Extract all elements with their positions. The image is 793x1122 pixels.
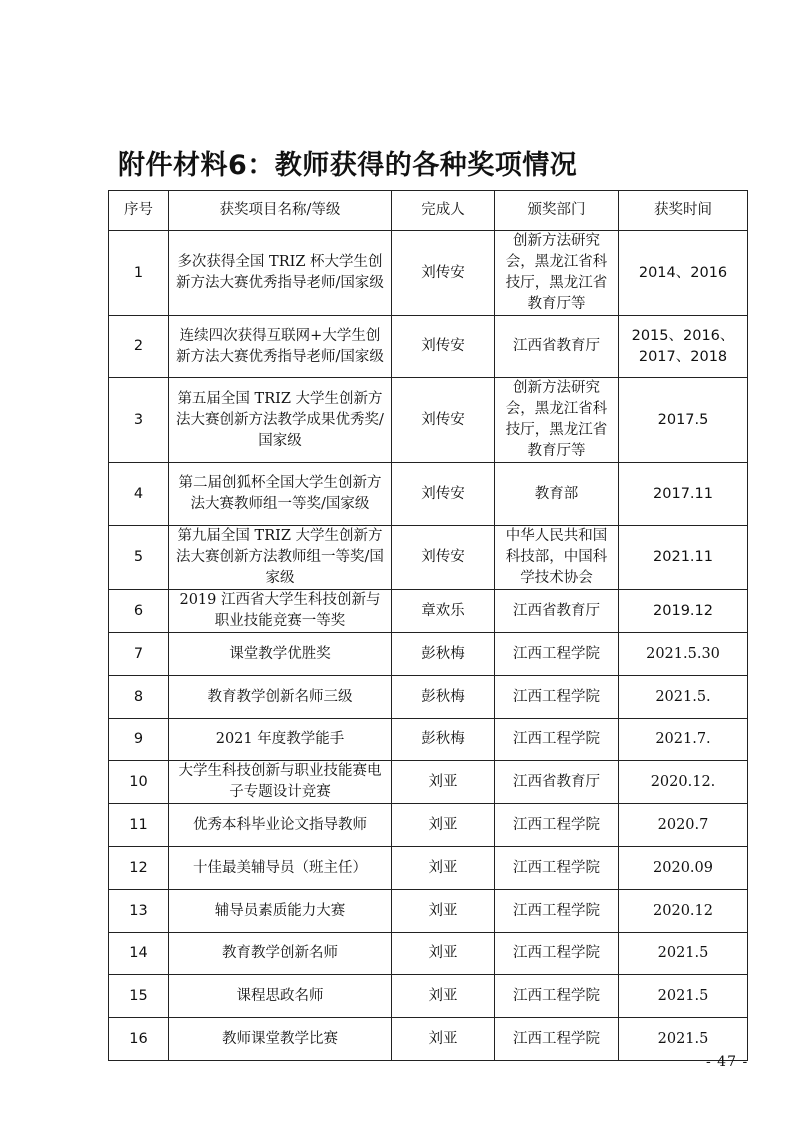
row-award-name: 教师课堂教学比赛 [169,1018,392,1061]
table-row [109,804,748,847]
row-issuing-department: 江西工程学院 [495,890,619,933]
row-award-date: 2017.11 [619,463,748,526]
row-issuing-department: 江西省教育厅 [495,761,619,804]
row-award-date: 2021.5 [619,933,748,975]
row-award-date: 2020.12. [619,761,748,804]
row-award-date: 2020.7 [619,804,748,847]
row-seq: 9 [109,719,169,761]
row-issuing-department: 教育部 [495,463,619,526]
table-row [109,633,748,676]
table-row [109,975,748,1018]
row-award-date: 2021.7. [619,719,748,761]
row-seq: 1 [109,231,169,316]
row-award-date: 2021.5. [619,676,748,719]
row-winner: 刘传安 [392,231,495,316]
header-award-name: 获奖项目名称/等级 [169,191,392,231]
row-award-date: 2020.09 [619,847,748,890]
row-issuing-department: 江西工程学院 [495,975,619,1018]
row-issuing-department: 中华人民共和国科技部，中国科学技术协会 [495,526,619,590]
row-issuing-department: 江西工程学院 [495,847,619,890]
row-issuing-department: 江西工程学院 [495,933,619,975]
row-issuing-department: 江西工程学院 [495,804,619,847]
table-row [109,761,748,804]
row-winner: 刘亚 [392,975,495,1018]
row-award-name: 第九届全国 TRIZ 大学生创新方法大赛创新方法教师组一等奖/国家级 [169,526,392,590]
table-row [109,231,748,316]
row-winner: 彭秋梅 [392,676,495,719]
row-seq: 4 [109,463,169,526]
table-header-row [109,191,748,231]
row-winner: 刘亚 [392,933,495,975]
header-issuing-department: 颁奖部门 [495,191,619,231]
table-row [109,378,748,463]
table-row [109,463,748,526]
row-winner: 彭秋梅 [392,719,495,761]
table-row [109,316,748,378]
row-award-name: 教育教学创新名师三级 [169,676,392,719]
row-issuing-department: 创新方法研究会，黑龙江省科技厅，黑龙江省教育厅等 [495,378,619,463]
row-seq: 2 [109,316,169,378]
row-award-date: 2021.5 [619,975,748,1018]
page-title: 附件材料6：教师获得的各种奖项情况 [118,150,578,181]
row-winner: 刘传安 [392,463,495,526]
table-row [109,590,748,633]
row-winner: 刘亚 [392,761,495,804]
table-row [109,719,748,761]
table-row [109,890,748,933]
page-number: - 47 - [706,1054,749,1070]
row-winner: 刘传安 [392,378,495,463]
row-winner: 刘亚 [392,1018,495,1061]
row-seq: 5 [109,526,169,590]
row-award-name: 大学生科技创新与职业技能赛电子专题设计竞赛 [169,761,392,804]
row-seq: 6 [109,590,169,633]
row-issuing-department: 江西工程学院 [495,1018,619,1061]
row-seq: 12 [109,847,169,890]
row-award-name: 优秀本科毕业论文指导教师 [169,804,392,847]
row-award-date: 2021.5.30 [619,633,748,676]
table-row [109,676,748,719]
row-award-name: 辅导员素质能力大赛 [169,890,392,933]
row-winner: 刘亚 [392,847,495,890]
row-winner: 刘亚 [392,890,495,933]
row-award-date: 2019.12 [619,590,748,633]
row-award-date: 2021.11 [619,526,748,590]
row-seq: 10 [109,761,169,804]
row-seq: 13 [109,890,169,933]
row-issuing-department: 江西省教育厅 [495,590,619,633]
row-seq: 7 [109,633,169,676]
row-winner: 刘传安 [392,526,495,590]
row-award-name: 教育教学创新名师 [169,933,392,975]
row-winner: 章欢乐 [392,590,495,633]
row-seq: 8 [109,676,169,719]
row-award-date: 2015、2016、2017、2018 [619,316,748,378]
row-award-name: 第五届全国 TRIZ 大学生创新方法大赛创新方法教学成果优秀奖/国家级 [169,378,392,463]
row-winner: 彭秋梅 [392,633,495,676]
row-issuing-department: 创新方法研究会，黑龙江省科技厅，黑龙江省教育厅等 [495,231,619,316]
row-award-date: 2014、2016 [619,231,748,316]
header-seq: 序号 [109,191,169,231]
row-award-name: 连续四次获得互联网+大学生创新方法大赛优秀指导老师/国家级 [169,316,392,378]
row-award-name: 第二届创狐杯全国大学生创新方法大赛教师组一等奖/国家级 [169,463,392,526]
row-issuing-department: 江西工程学院 [495,633,619,676]
row-winner: 刘亚 [392,804,495,847]
row-seq: 14 [109,933,169,975]
row-seq: 15 [109,975,169,1018]
row-award-name: 2021 年度教学能手 [169,719,392,761]
table-row [109,933,748,975]
row-award-name: 多次获得全国 TRIZ 杯大学生创新方法大赛优秀指导老师/国家级 [169,231,392,316]
row-award-name: 十佳最美辅导员（班主任） [169,847,392,890]
row-award-name: 2019 江西省大学生科技创新与职业技能竞赛一等奖 [169,590,392,633]
table-row [109,1018,748,1061]
row-seq: 11 [109,804,169,847]
row-award-name: 课程思政名师 [169,975,392,1018]
table-row [109,847,748,890]
row-award-date: 2021.5 [619,1018,748,1061]
row-winner: 刘传安 [392,316,495,378]
row-award-date: 2017.5 [619,378,748,463]
row-seq: 3 [109,378,169,463]
row-seq: 16 [109,1018,169,1061]
awards-table [108,190,748,1061]
row-award-date: 2020.12 [619,890,748,933]
header-award-date: 获奖时间 [619,191,748,231]
row-issuing-department: 江西省教育厅 [495,316,619,378]
row-issuing-department: 江西工程学院 [495,676,619,719]
header-winner: 完成人 [392,191,495,231]
row-award-name: 课堂教学优胜奖 [169,633,392,676]
row-issuing-department: 江西工程学院 [495,719,619,761]
table-row [109,526,748,590]
